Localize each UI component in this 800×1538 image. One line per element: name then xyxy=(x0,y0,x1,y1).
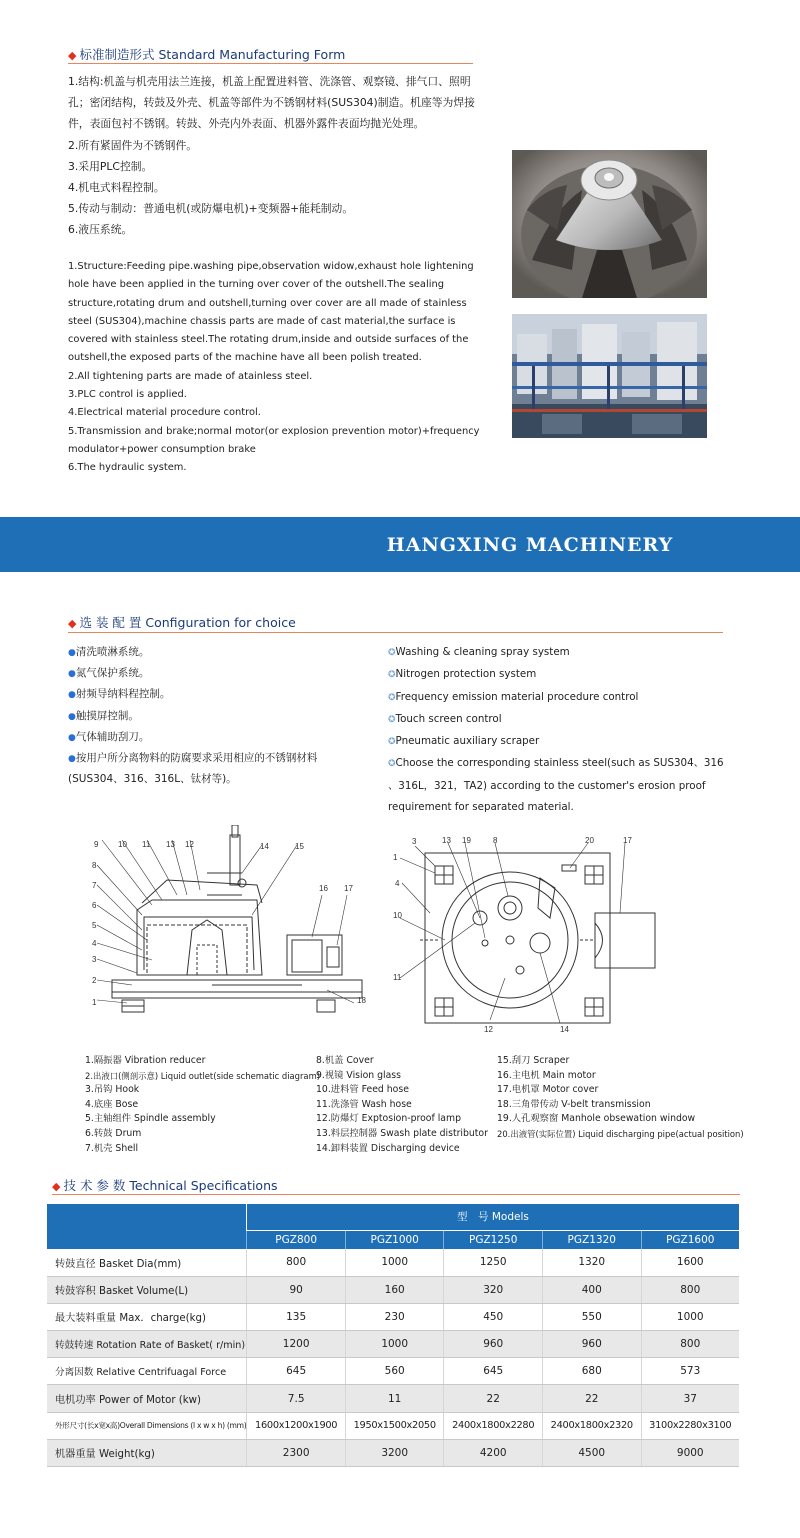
table-row xyxy=(47,1249,739,1276)
table-row xyxy=(47,1303,739,1330)
diagram-label: 1 xyxy=(393,853,398,862)
standard-heading-rule xyxy=(68,63,473,64)
diagram-label: 13 xyxy=(442,836,451,845)
table-cell: 160 xyxy=(345,1276,444,1303)
standard-en-list xyxy=(68,258,488,478)
top-view-diagram xyxy=(390,828,665,1038)
table-cell: 9000 xyxy=(641,1439,739,1466)
table-cell: 1000 xyxy=(345,1331,444,1358)
table-cell: 645 xyxy=(444,1358,543,1385)
diagram-label: 2 xyxy=(92,976,97,985)
diagram-label: 8 xyxy=(493,836,498,845)
diagram-label: 17 xyxy=(344,884,353,893)
diamond-icon: ◆ xyxy=(68,49,77,62)
spec-table xyxy=(47,1204,739,1467)
table-cell: 573 xyxy=(641,1358,739,1385)
table-cell: 2400x1800x2280 xyxy=(444,1412,543,1439)
list-item: 19.人孔观察窗 Manhole obsewation window xyxy=(497,1113,696,1125)
table-row xyxy=(47,1385,739,1412)
diamond-icon: ◆ xyxy=(68,617,77,630)
list-item: 3.PLC control is applied. xyxy=(68,389,187,401)
diagram-label: 4 xyxy=(395,879,400,888)
diagram-label: 14 xyxy=(560,1025,569,1034)
diagram-label: 8 xyxy=(92,861,97,870)
table-cell: 1000 xyxy=(641,1303,739,1330)
list-item: 2.All tightening parts are made of atainless steel. xyxy=(68,370,313,382)
list-item: 4.Electrical material procedure control. xyxy=(68,407,261,419)
diagram-label: 3 xyxy=(92,955,97,964)
table-cell: 800 xyxy=(641,1331,739,1358)
list-item: ✪Frequency emission material procedure control xyxy=(388,690,639,703)
config-heading-rule xyxy=(68,632,723,633)
table-cell: 3200 xyxy=(345,1439,444,1466)
table-cell: 680 xyxy=(542,1358,641,1385)
diagram-label: 6 xyxy=(92,901,97,910)
parts-legend-col3 xyxy=(497,1054,752,1142)
list-item: 20.出液管(实际位置) Liquid discharging pipe(actual position) xyxy=(497,1128,744,1139)
model-cell: PGZ800 xyxy=(247,1230,346,1249)
diagram-label: 19 xyxy=(462,836,471,845)
list-item: 16.主电机 Main motor xyxy=(497,1069,596,1081)
bullet-icon: ● xyxy=(68,754,76,765)
row-label: 转鼓转速 Rotation Rate of Basket( r/min) xyxy=(47,1331,247,1358)
table-cell: 960 xyxy=(444,1331,543,1358)
list-item: 11.洗涤管 Wash hose xyxy=(316,1098,412,1110)
list-item: 3.吊钩 Hook xyxy=(85,1084,140,1096)
models-header: 型 号 Models xyxy=(247,1204,739,1230)
list-item: 4.底座 Bose xyxy=(85,1098,139,1110)
list-item: ✪Choose the corresponding stainless steel(such as SUS304、316 、316L，321，TA2) according to the customer's erosion proof requirement for separated material. xyxy=(388,757,724,814)
list-item: 7.机壳 Shell xyxy=(85,1142,139,1154)
list-item: ●氮气保护系统。 xyxy=(68,667,150,680)
ring-bullet-icon: ✪ xyxy=(388,692,396,703)
ring-bullet-icon: ✪ xyxy=(388,737,396,748)
table-cell: 1250 xyxy=(444,1249,543,1276)
table-cell: 400 xyxy=(542,1276,641,1303)
table-cell: 22 xyxy=(444,1385,543,1412)
list-item: 13.料层控制器 Swash plate distributor xyxy=(316,1127,488,1139)
side-view-diagram xyxy=(82,825,382,1035)
table-cell: 11 xyxy=(345,1385,444,1412)
diagram-label: 14 xyxy=(260,842,269,851)
standard-cn-list xyxy=(68,71,488,241)
specs-heading-rule xyxy=(52,1194,740,1195)
list-item: ✪Touch screen control xyxy=(388,712,502,725)
table-cell: 90 xyxy=(247,1276,346,1303)
ring-bullet-icon: ✪ xyxy=(388,714,396,725)
parts-legend-col2 xyxy=(316,1054,498,1156)
bullet-icon: ● xyxy=(68,690,76,701)
table-row xyxy=(47,1439,739,1466)
model-cell: PGZ1600 xyxy=(641,1230,739,1249)
list-item: ✪Washing & cleaning spray system xyxy=(388,646,570,658)
table-cell: 1950x1500x2050 xyxy=(345,1412,444,1439)
list-item: 9.视镜 Vision glass xyxy=(316,1069,401,1081)
specs-heading: ◆ 技 术 参 数 Technical Specifications xyxy=(52,1178,278,1193)
ring-bullet-icon: ✪ xyxy=(388,670,396,681)
table-row xyxy=(47,1331,739,1358)
table-cell: 2300 xyxy=(247,1439,346,1466)
list-item: 2.所有紧固件为不锈钢件。 xyxy=(68,138,198,152)
table-cell: 37 xyxy=(641,1385,739,1412)
parts-legend-col1 xyxy=(85,1054,320,1156)
diagram-label: 3 xyxy=(412,837,417,846)
row-label: 转鼓容积 Basket Volume(L) xyxy=(47,1276,247,1303)
table-cell: 1000 xyxy=(345,1249,444,1276)
list-item: 1.隔振器 Vibration reducer xyxy=(85,1055,206,1066)
table-cell: 4200 xyxy=(444,1439,543,1466)
diagram-label: 16 xyxy=(319,884,328,893)
list-item: ●气体辅助刮刀。 xyxy=(68,730,150,743)
table-cell: 800 xyxy=(641,1276,739,1303)
list-item: 1.结构:机盖与机壳用法兰连接，机盖上配置进料管、洗涤管、观察镜、排气口、照明孔；密闭结构，转鼓及外壳、机盖等部件为不锈钢材料(SUS304)制造。机座等为焊接件，表面包衬不锈钢。转鼓、外壳内外表面、机器外露件表面均抛光处理。 xyxy=(68,75,475,131)
table-cell: 1200 xyxy=(247,1331,346,1358)
list-item: 3.采用PLC控制。 xyxy=(68,159,153,173)
list-item: 8.机盖 Cover xyxy=(316,1055,374,1066)
bullet-icon: ● xyxy=(68,732,76,743)
diagram-label: 10 xyxy=(118,840,127,849)
list-item: ✪Nitrogen protection system xyxy=(388,668,537,681)
ring-bullet-icon: ✪ xyxy=(388,759,396,770)
model-cell: PGZ1320 xyxy=(542,1230,641,1249)
diagram-label: 15 xyxy=(295,842,304,851)
list-item: ●射频导纳料程控制。 xyxy=(68,688,171,701)
table-cell: 960 xyxy=(542,1331,641,1358)
standard-heading: ◆ 标准制造形式 Standard Manufacturing Form xyxy=(68,47,346,62)
table-cell: 1600 xyxy=(641,1249,739,1276)
list-item: ●按用户所分离物料的防腐要求采用相应的不锈钢材料(SUS304、316、316L、钛材等)。 xyxy=(68,752,318,786)
table-cell: 4500 xyxy=(542,1439,641,1466)
table-cell: 550 xyxy=(542,1303,641,1330)
list-item: 5.传动与制动：普通电机(或防爆电机)+变频器+能耗制动。 xyxy=(68,202,354,216)
factory-photo xyxy=(512,314,707,438)
row-label: 转鼓直径 Basket Dia(mm) xyxy=(47,1249,247,1276)
row-label: 分离因数 Relative Centrifuagal Force xyxy=(47,1358,247,1385)
bullet-icon: ● xyxy=(68,648,76,658)
table-cell: 22 xyxy=(542,1385,641,1412)
list-item: 6.The hydraulic system. xyxy=(68,462,187,474)
list-item: 2.出液口(侧剖示意) Liquid outlet(side schematic diagram) xyxy=(85,1070,320,1081)
diagram-label: 11 xyxy=(393,973,402,982)
table-row xyxy=(47,1412,739,1439)
diagram-label: 1 xyxy=(92,998,97,1007)
list-item: 6.转鼓 Drum xyxy=(85,1127,142,1139)
table-cell: 3100x2280x3100 xyxy=(641,1412,739,1439)
table-cell: 800 xyxy=(247,1249,346,1276)
table-cell: 135 xyxy=(247,1303,346,1330)
diagram-label: 20 xyxy=(585,836,594,845)
list-item: 12.防爆灯 Exptosion-proof lamp xyxy=(316,1113,461,1125)
diamond-icon: ◆ xyxy=(52,1180,61,1193)
diagram-label: 11 xyxy=(142,840,151,849)
diagram-label: 17 xyxy=(623,836,632,845)
table-cell: 230 xyxy=(345,1303,444,1330)
row-label: 最大装料重量 Max．charge(kg) xyxy=(47,1303,247,1330)
list-item: 6.液压系统。 xyxy=(68,223,133,237)
diagram-label: 4 xyxy=(92,939,97,948)
list-item: 5.主轴组件 Spindle assembly xyxy=(85,1113,216,1125)
diagram-label: 12 xyxy=(484,1025,493,1034)
list-item: 1.Structure:Feeding pipe.washing pipe,observation widow,exhaust hole lightening hole have been applied in the turning over cover of the outshell.The sealing structure,rotating drum and outshell,turning over cover are all made of stainless steel (SUS304),machine chassis parts are made of cast material,the surface is covered with stainless steel.The rotating drum,inside and outside surfaces of the outshell,the exposed parts of the machine have all been polish treated. xyxy=(68,261,474,364)
diagram-label: 7 xyxy=(92,881,97,890)
table-cell: 320 xyxy=(444,1276,543,1303)
list-item: ●清洗喷淋系统。 xyxy=(68,646,150,658)
row-label: 机器重量 Weight(kg) xyxy=(47,1439,247,1466)
table-cell: 1320 xyxy=(542,1249,641,1276)
config-cn-list xyxy=(68,642,368,789)
table-row xyxy=(47,1276,739,1303)
table-row xyxy=(47,1358,739,1385)
config-heading: ◆ 选 装 配 置 Configuration for choice xyxy=(68,615,296,630)
brand-title: HANGXING MACHINERY xyxy=(386,534,674,556)
diagram-label: 13 xyxy=(166,840,175,849)
table-header-row xyxy=(47,1204,739,1230)
row-label: 外形尺寸(长x宽x高)Overall Dimensions (l x w x h) (mm) xyxy=(47,1412,247,1439)
header-blank xyxy=(47,1204,247,1249)
bullet-icon: ● xyxy=(68,711,76,722)
list-item: 15.刮刀 Scraper xyxy=(497,1055,570,1066)
model-cell: PGZ1000 xyxy=(345,1230,444,1249)
list-item: ✪Pneumatic auxiliary scraper xyxy=(388,735,540,748)
list-item: 10.进料管 Feed hose xyxy=(316,1084,409,1096)
config-en-list xyxy=(388,642,728,818)
table-cell: 2400x1800x2320 xyxy=(542,1412,641,1439)
diagram-label: 5 xyxy=(92,921,97,930)
table-cell: 1600x1200x1900 xyxy=(247,1412,346,1439)
table-cell: 645 xyxy=(247,1358,346,1385)
list-item: 14.卸料装置 Discharging device xyxy=(316,1142,460,1154)
table-cell: 560 xyxy=(345,1358,444,1385)
model-cell: PGZ1250 xyxy=(444,1230,543,1249)
table-cell: 450 xyxy=(444,1303,543,1330)
list-item: 4.机电式料程控制。 xyxy=(68,181,165,195)
list-item: 18.三角带传动 V-belt transmission xyxy=(497,1098,651,1110)
diagram-label: 9 xyxy=(94,840,99,849)
list-item: 17.电机罩 Motor cover xyxy=(497,1084,599,1096)
table-cell: 7.5 xyxy=(247,1385,346,1412)
row-label: 电机功率 Power of Motor (kw) xyxy=(47,1385,247,1412)
bullet-icon: ● xyxy=(68,669,76,680)
ring-bullet-icon: ✪ xyxy=(388,648,396,658)
list-item: 5.Transmission and brake;normal motor(or explosion prevention motor)+frequency modulator+power consumption brake xyxy=(68,425,480,455)
diagram-label: 10 xyxy=(393,911,402,920)
basket-photo xyxy=(512,150,707,298)
diagram-label: 12 xyxy=(185,840,194,849)
diagram-label: 18 xyxy=(357,996,366,1005)
list-item: ●触摸屏控制。 xyxy=(68,709,139,722)
